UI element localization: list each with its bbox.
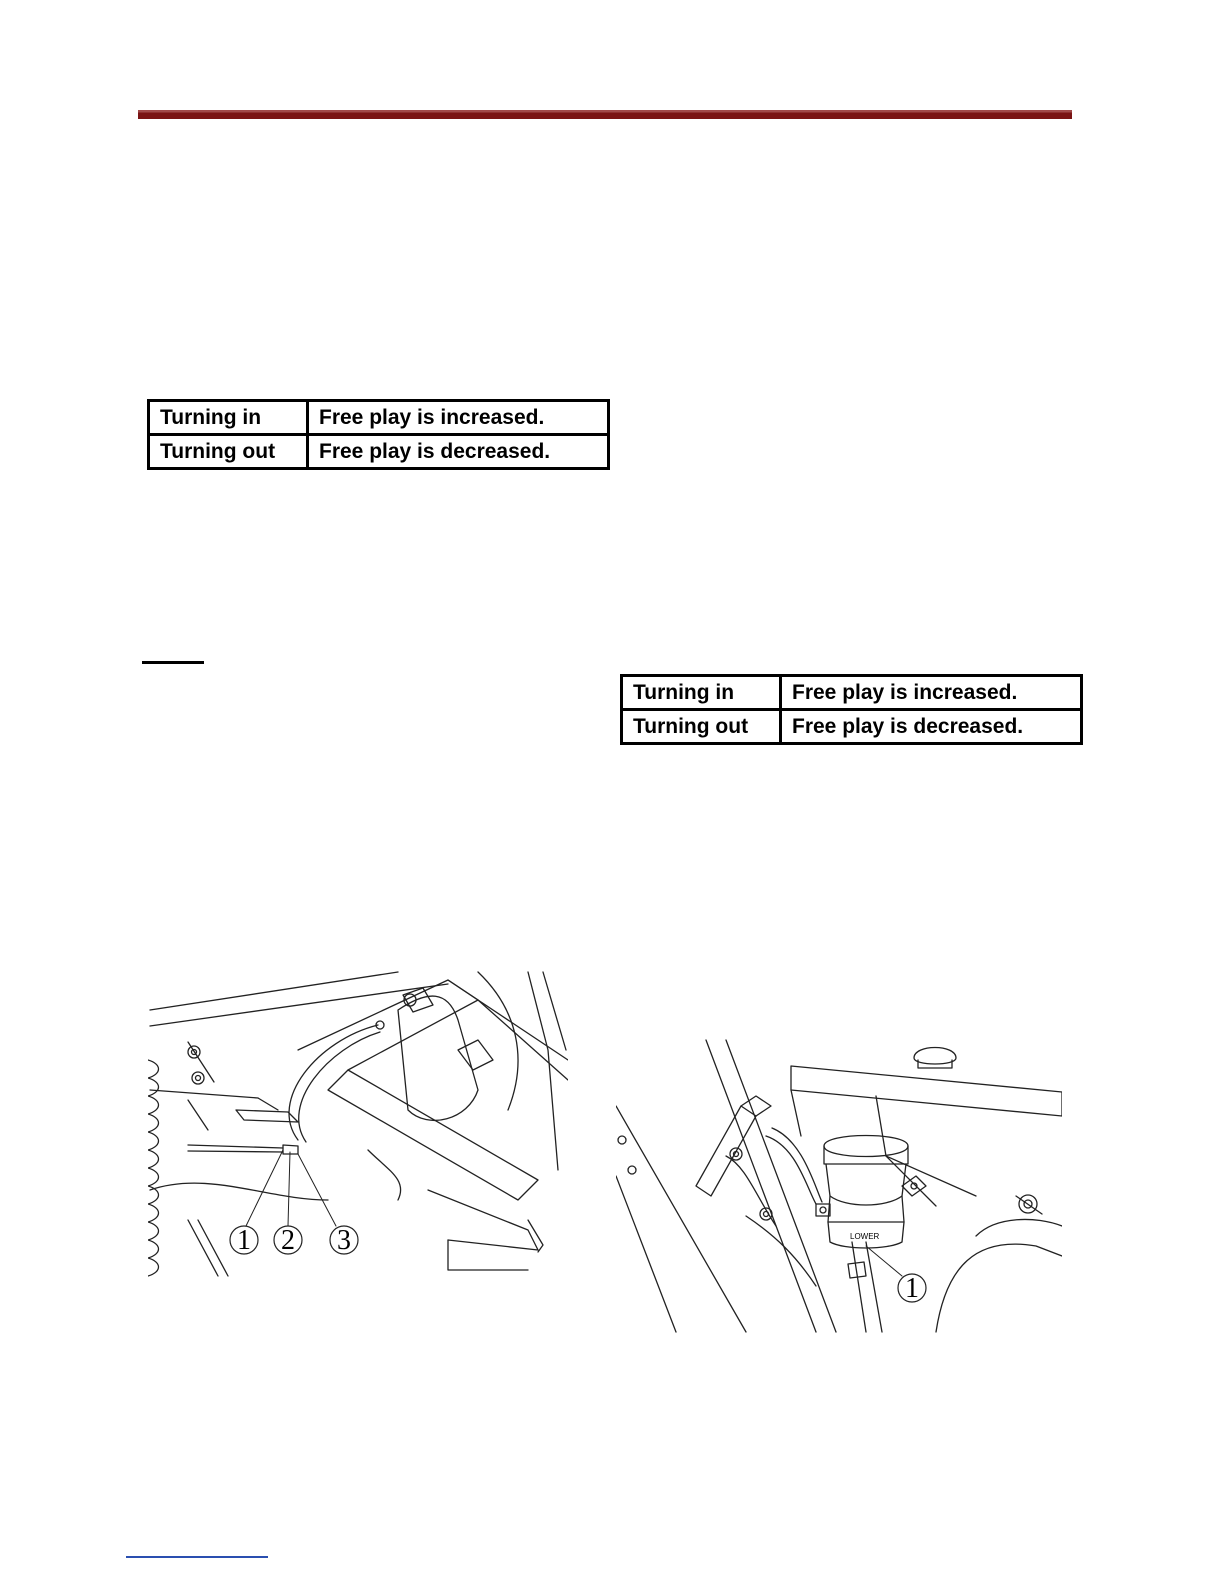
table-cell-result: Free play is decreased. — [781, 710, 1082, 744]
callout-marker-3 — [330, 1225, 358, 1256]
table-cell-action: Turning out — [149, 435, 308, 469]
brake-reservoir-illustration — [616, 1036, 1062, 1334]
footer-rule — [126, 1556, 268, 1558]
callout-marker-1 — [230, 1225, 258, 1256]
table-row — [622, 676, 1082, 710]
callout-marker-1 — [898, 1273, 926, 1304]
table-row — [149, 401, 609, 435]
table-cell-result: Free play is decreased. — [308, 435, 609, 469]
free-play-table-2 — [620, 674, 1083, 745]
table-cell-action: Turning in — [622, 676, 781, 710]
reservoir-lower-mark: LOWER — [850, 1232, 880, 1241]
table-cell-action: Turning in — [149, 401, 308, 435]
table-row — [149, 435, 609, 469]
note-underline — [142, 661, 204, 664]
svg-text:1: 1 — [237, 1225, 251, 1256]
table-cell-action: Turning out — [622, 710, 781, 744]
svg-text:3: 3 — [337, 1225, 351, 1256]
callout-marker-2 — [274, 1225, 302, 1256]
brake-pedal-illustration — [148, 970, 568, 1282]
header-rule — [138, 110, 1072, 119]
free-play-table-1 — [147, 399, 610, 470]
table-cell-result: Free play is increased. — [308, 401, 609, 435]
table-cell-result: Free play is increased. — [781, 676, 1082, 710]
table-row — [622, 710, 1082, 744]
svg-text:2: 2 — [281, 1225, 295, 1256]
svg-text:1: 1 — [905, 1273, 919, 1304]
